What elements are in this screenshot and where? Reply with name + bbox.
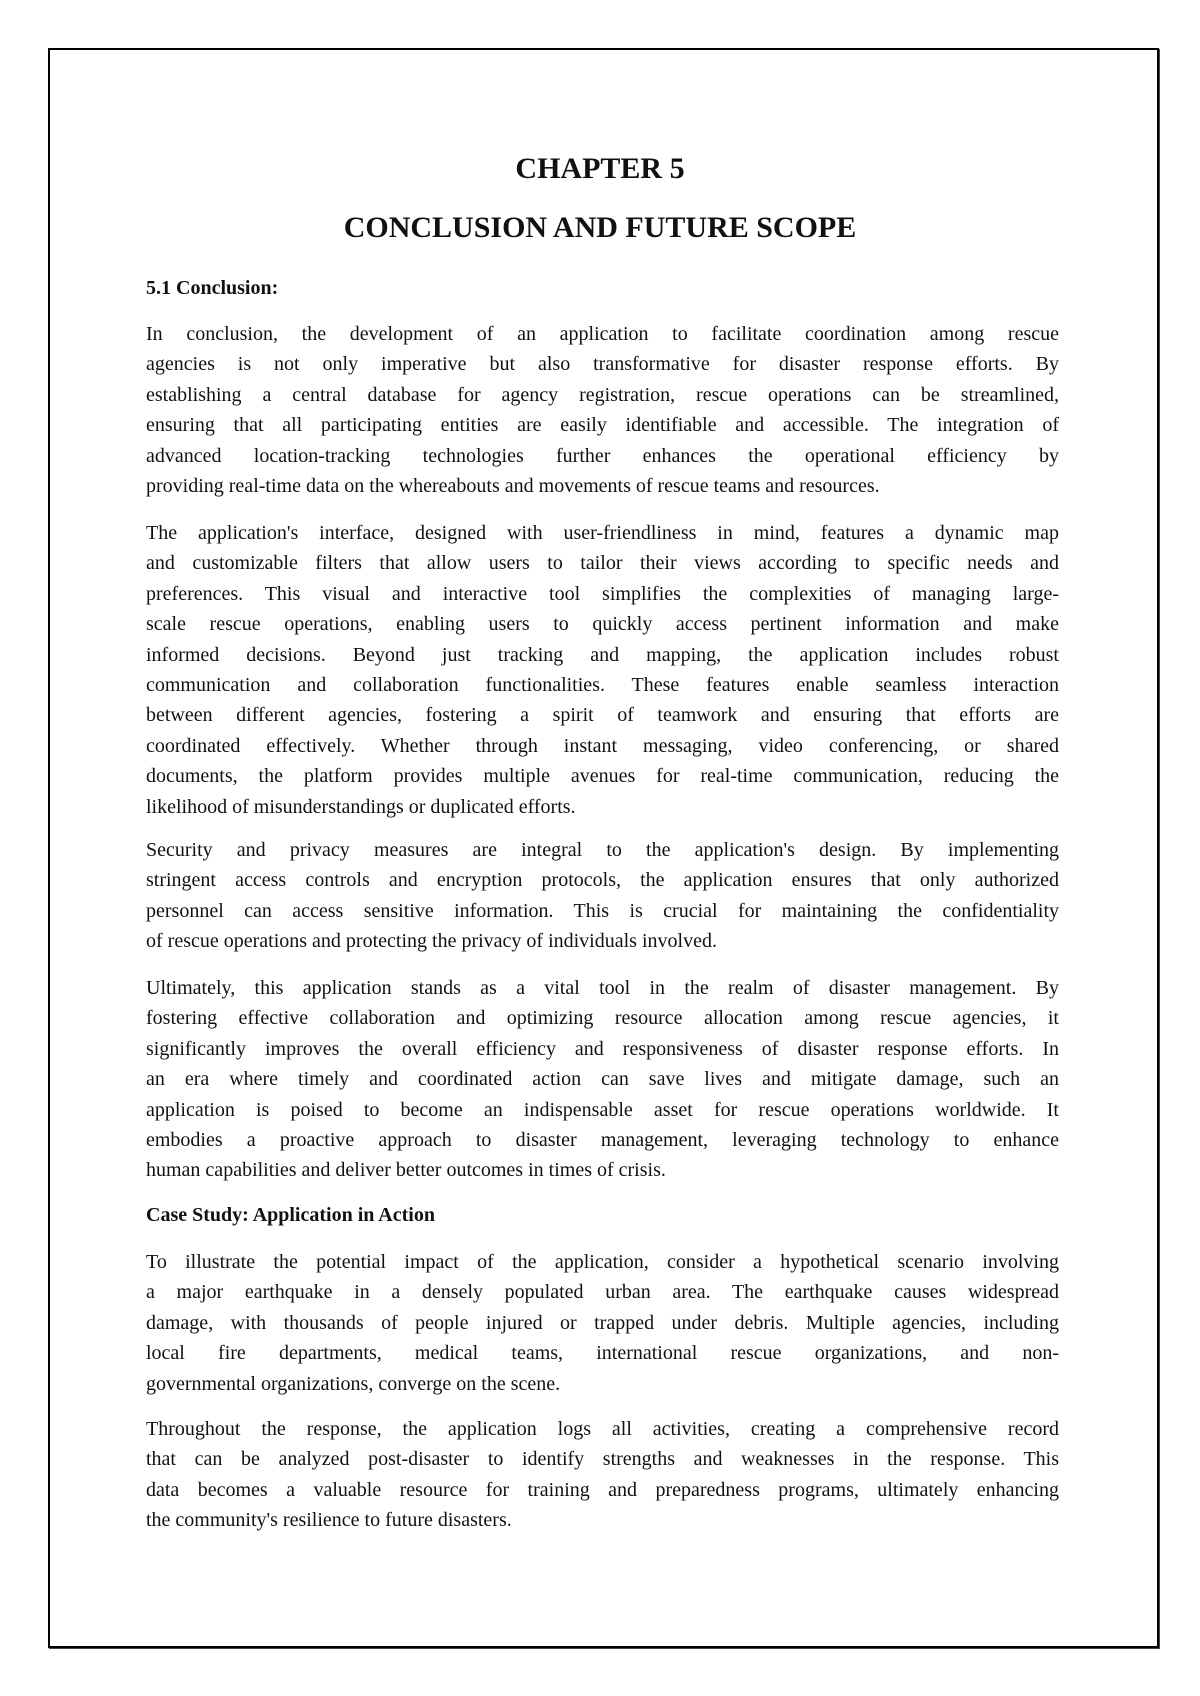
- paragraph-line: data becomes a valuable resource for training and preparedness programs, ultimately enhancing: [146, 1478, 1059, 1501]
- paragraph-line: a major earthquake in a densely populated urban area. The earthquake causes widespread: [146, 1281, 1059, 1304]
- paragraph-line: The application's interface, designed with user-friendliness in mind, features a dynamic map: [146, 522, 1059, 544]
- paragraph-line: local fire departments, medical teams, international rescue organizations, and non-: [146, 1342, 1059, 1365]
- paragraph-line: human capabilities and deliver better outcomes in times of crisis.: [146, 1159, 666, 1182]
- paragraph-line: To illustrate the potential impact of the application, consider a hypothetical scenario involving: [146, 1251, 1059, 1273]
- paragraph-line: preferences. This visual and interactive tool simplifies the complexities of managing large-: [146, 582, 1059, 605]
- paragraph-line: Security and privacy measures are integral to the application's design. By implementing: [146, 839, 1059, 861]
- paragraph-line: application is poised to become an indispensable asset for rescue operations worldwide. It: [146, 1098, 1059, 1121]
- paragraph: [146, 835, 1059, 957]
- paragraph-line: stringent access controls and encryption protocols, the application ensures that only authorized: [146, 869, 1059, 892]
- paragraph-line: of rescue operations and protecting the privacy of individuals involved.: [146, 930, 717, 953]
- paragraph: [146, 518, 1059, 822]
- paragraph-line: significantly improves the overall efficiency and responsiveness of disaster response efforts. In: [146, 1037, 1059, 1060]
- paragraph-line: the community's resilience to future disasters.: [146, 1509, 512, 1532]
- paragraph-line: establishing a central database for agency registration, rescue operations can be streamlined,: [146, 383, 1059, 406]
- paragraph-line: Throughout the response, the application logs all activities, creating a comprehensive record: [146, 1418, 1059, 1440]
- paragraph-line: likelihood of misunderstandings or duplicated efforts.: [146, 795, 576, 818]
- paragraph-line: scale rescue operations, enabling users to quickly access pertinent information and make: [146, 613, 1059, 636]
- paragraph-line: In conclusion, the development of an application to facilitate coordination among rescue: [146, 323, 1059, 345]
- chapter-title: CONCLUSION AND FUTURE SCOPE: [343, 211, 857, 244]
- paragraph-line: agencies is not only imperative but also transformative for disaster response efforts. By: [146, 353, 1059, 376]
- paragraph-line: an era where timely and coordinated action can save lives and mitigate damage, such an: [146, 1068, 1059, 1091]
- paragraph-line: communication and collaboration functionalities. These features enable seamless interaction: [146, 673, 1059, 696]
- paragraph-line: between different agencies, fostering a spirit of teamwork and ensuring that efforts are: [146, 704, 1059, 727]
- paragraph-line: governmental organizations, converge on the scene.: [146, 1372, 561, 1395]
- paragraph-line: informed decisions. Beyond just tracking and mapping, the application includes robust: [146, 643, 1059, 666]
- paragraph-line: embodies a proactive approach to disaster management, leveraging technology to enhance: [146, 1128, 1059, 1151]
- paragraph-line: personnel can access sensitive information. This is crucial for maintaining the confidentiality: [146, 899, 1059, 922]
- paragraph: [146, 319, 1059, 501]
- paragraph: [146, 1247, 1059, 1399]
- paragraph-line: fostering effective collaboration and optimizing resource allocation among rescue agencies, it: [146, 1007, 1059, 1030]
- paragraph-line: damage, with thousands of people injured or trapped under debris. Multiple agencies, including: [146, 1311, 1059, 1334]
- chapter-number: CHAPTER 5: [515, 152, 685, 185]
- paragraph-line: advanced location-tracking technologies further enhances the operational efficiency by: [146, 444, 1059, 467]
- paragraph-line: ensuring that all participating entities are easily identifiable and accessible. The integration of: [146, 414, 1059, 437]
- paragraph-line: providing real-time data on the whereabouts and movements of rescue teams and resources.: [146, 474, 880, 497]
- paragraph: [146, 973, 1059, 1186]
- case-study-heading: Case Study: Application in Action: [146, 1204, 435, 1226]
- paragraph-line: coordinated effectively. Whether through instant messaging, video conferencing, or shared: [146, 734, 1059, 757]
- paragraph-line: that can be analyzed post-disaster to identify strengths and weaknesses in the response. This: [146, 1448, 1059, 1471]
- paragraph-line: and customizable filters that allow users to tailor their views according to specific needs and: [146, 552, 1059, 575]
- section-heading: 5.1 Conclusion:: [146, 277, 279, 299]
- paragraph: [146, 1414, 1059, 1536]
- paragraph-line: documents, the platform provides multiple avenues for real-time communication, reducing the: [146, 765, 1059, 788]
- paragraph-line: Ultimately, this application stands as a vital tool in the realm of disaster management. By: [146, 977, 1059, 999]
